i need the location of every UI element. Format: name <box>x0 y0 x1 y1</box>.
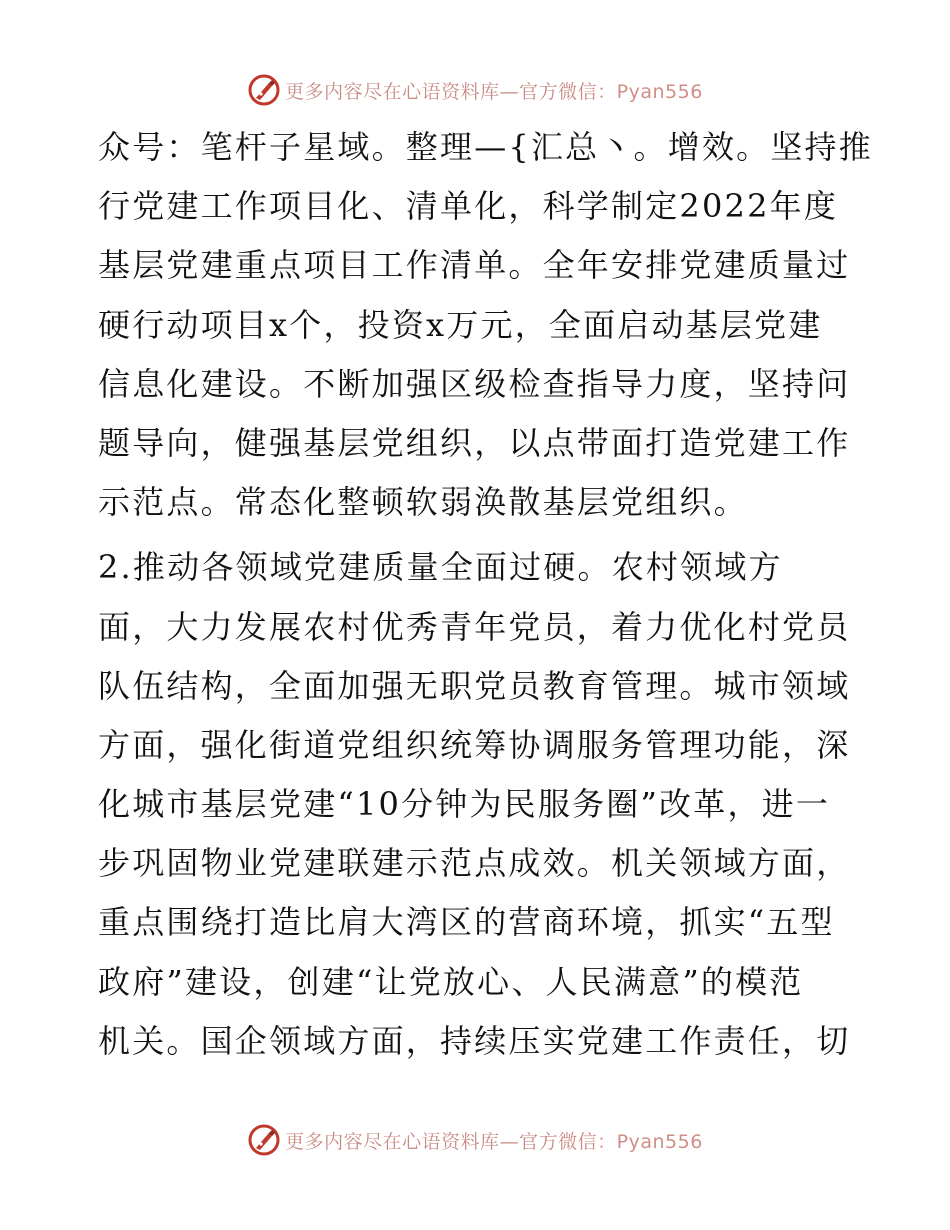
text-line: 步巩固物业党建联建示范点成效。机关领域方面， <box>98 844 851 883</box>
text-line: 化城市基层党建“10分钟为民服务圈”改革，进一 <box>98 785 831 824</box>
text-line: 基层党建重点项目工作清单。全年安排党建质量过 <box>98 246 851 285</box>
text-line: 信息化建设。不断加强区级检查指导力度，坚持问 <box>98 364 851 403</box>
watermark-text <box>285 1127 703 1154</box>
text-line: 面，大力发展农村优秀青年党员，着力优化村党员 <box>98 607 851 646</box>
text-line: 机关。国企领域方面，持续压实党建工作责任，切 <box>98 1021 851 1060</box>
text-line: 众号：笔杆子星域。整理—{汇总丶。增效。坚持推 <box>98 128 873 166</box>
fountain-pen-logo-icon <box>247 1123 281 1157</box>
footer-watermark <box>0 1120 950 1160</box>
paragraph-2 <box>98 538 858 1071</box>
text-line: 重点围绕打造比肩大湾区的营商环境，抓实“五型 <box>98 903 835 942</box>
fountain-pen-logo-icon <box>247 73 281 107</box>
watermark-account: Pyan556 <box>616 1130 703 1153</box>
watermark-account: Pyan556 <box>616 80 703 103</box>
text-line: 2.推动各领域党建质量全面过硬。农村领域方 <box>98 548 783 587</box>
text-line: 题导向，健强基层党组织，以点带面打造党建工作 <box>98 423 851 462</box>
text-line: 方面，强化街道党组织统筹协调服务管理功能，深 <box>98 725 851 764</box>
header-watermark <box>0 70 950 110</box>
paragraph-1 <box>98 118 873 532</box>
document-body <box>98 118 873 1071</box>
watermark-text <box>285 77 703 104</box>
text-line: 行党建工作项目化、清单化，科学制定2022年度 <box>98 187 839 226</box>
text-line: 硬行动项目x个，投资x万元，全面启动基层党建 <box>98 305 823 344</box>
watermark-label: 更多内容尽在心语资料库—官方微信： <box>285 1130 617 1153</box>
text-line: 队伍结构，全面加强无职党员教育管理。城市领域 <box>98 666 851 705</box>
watermark-label: 更多内容尽在心语资料库—官方微信： <box>285 80 617 103</box>
text-line: 政府”建设，创建“让党放心、人民满意”的模范 <box>98 962 804 1001</box>
text-line: 示范点。常态化整顿软弱涣散基层党组织。 <box>98 483 748 522</box>
